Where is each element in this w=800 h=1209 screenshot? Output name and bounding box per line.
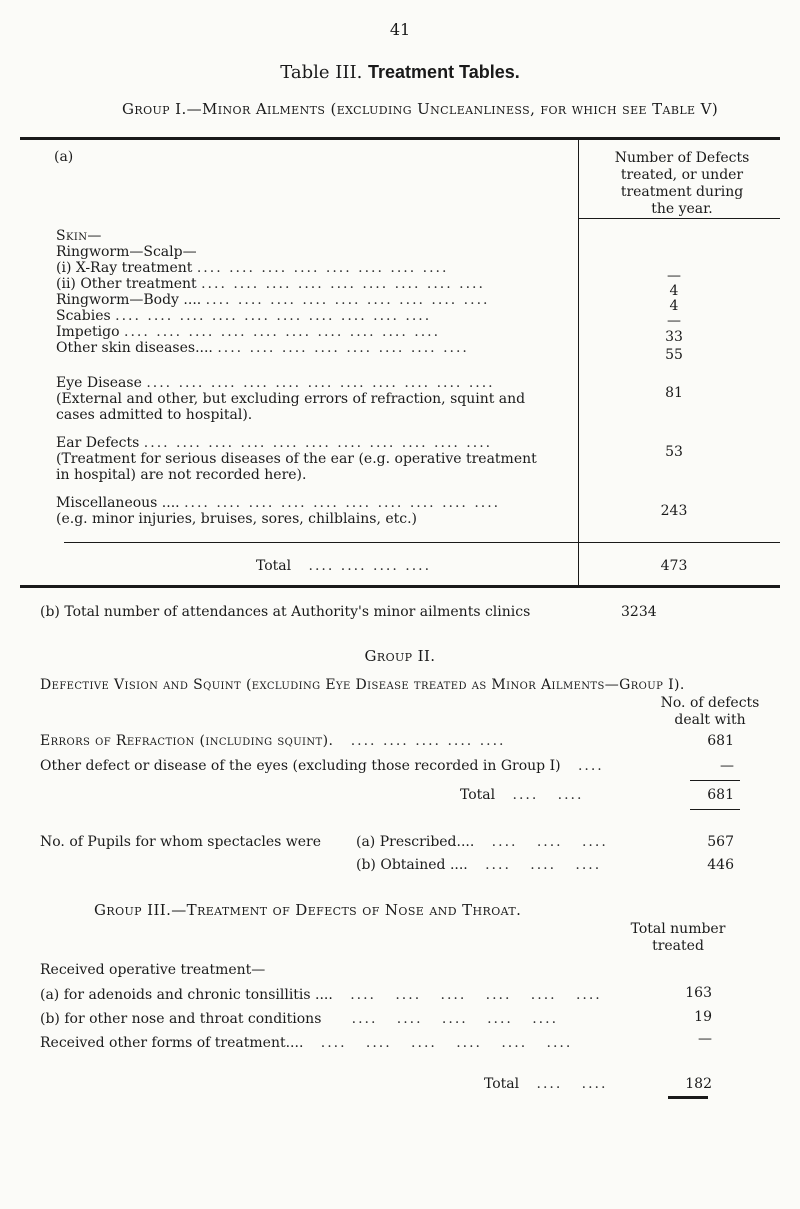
- part-b-label: (b) Total number of attendances at Authority's minor ailments clinics: [40, 604, 531, 620]
- row-label: (i) X-Ray treatment: [56, 260, 193, 276]
- table-row: Ringworm—Body .... .... .... .... .... .... .... .... .... ....: [56, 292, 490, 308]
- part-a-label: (a): [54, 149, 74, 165]
- other-forms-row: Received other forms of treatment.... .... .... .... .... .... ....: [40, 1035, 573, 1051]
- row-label: Ringworm—Body ....: [56, 292, 202, 308]
- other-forms-label: Received other forms of treatment....: [40, 1035, 304, 1051]
- group2-total-row: Total .... ....: [460, 787, 584, 803]
- other-nose-row: (b) for other nose and throat conditions .... .... .... .... ....: [40, 1011, 559, 1027]
- table-bottom-rule: [20, 585, 780, 588]
- group3-total-label: Total: [484, 1076, 520, 1092]
- spectacles-label: No. of Pupils for whom spectacles were: [40, 834, 322, 850]
- row-label: Other skin diseases....: [56, 340, 213, 356]
- obtained-value: 446: [707, 857, 734, 873]
- group3-total-value: 182: [685, 1076, 712, 1092]
- table-row: Impetigo .... .... .... .... .... .... .... .... .... ....: [56, 324, 441, 340]
- miscellaneous-row: Miscellaneous .... .... .... .... .... .... .... .... .... .... ....: [56, 495, 501, 511]
- adenoids-label: (a) for adenoids and chronic tonsillitis ....: [40, 987, 333, 1003]
- eye-disease-value: 81: [665, 385, 683, 401]
- other-forms-value: —: [698, 1031, 712, 1047]
- table-top-rule: [20, 137, 780, 140]
- miscellaneous-value: 243: [660, 503, 688, 519]
- table-row: Other skin diseases.... .... .... .... .... .... .... .... ....: [56, 340, 469, 356]
- table-row: (ii) Other treatment .... .... .... .... .... .... .... .... ....: [56, 276, 485, 292]
- miscellaneous-note: (e.g. minor injuries, bruises, sores, chilblains, etc.): [56, 511, 418, 527]
- row-value: —: [667, 268, 681, 284]
- ear-defects-label: Ear Defects: [56, 435, 140, 451]
- prescribed-value: 567: [707, 834, 734, 850]
- total-label: Total: [256, 558, 292, 574]
- ear-defects-note-2: in hospital) are not recorded here).: [56, 467, 307, 483]
- eye-disease-label: Eye Disease: [56, 375, 142, 391]
- skin-heading: Skin—: [56, 228, 102, 244]
- row-value: 4: [669, 283, 679, 299]
- group2-total-value: 681: [707, 787, 734, 803]
- header-rule: [578, 218, 780, 219]
- table-row: (i) X-Ray treatment .... .... .... .... .... .... .... ....: [56, 260, 449, 276]
- ringworm-scalp-heading: Ringworm—Scalp—: [56, 244, 197, 260]
- page-number: 41: [389, 20, 411, 39]
- other-eye-defect-value: —: [720, 758, 734, 774]
- other-nose-value: 19: [694, 1009, 712, 1025]
- other-nose-label: (b) for other nose and throat conditions: [40, 1011, 322, 1027]
- group2-total-label: Total: [460, 787, 496, 803]
- group2-total-top-rule: [690, 780, 740, 781]
- row-value: —: [667, 313, 681, 329]
- column-header: [584, 150, 780, 218]
- group2-subheading: [40, 677, 685, 693]
- total-row: Total .... .... .... ....: [256, 558, 432, 574]
- ear-defects-value: 53: [665, 444, 683, 460]
- errors-of-refraction-value: 681: [707, 733, 734, 749]
- group2-total-bottom-rule: [690, 809, 740, 810]
- ear-defects-note-1: (Treatment for serious diseases of the ear (e.g. operative treatment: [56, 451, 537, 467]
- group3-heading: Group III.—Treatment of Defects of Nose and Throat.: [94, 901, 522, 919]
- eye-disease-row: Eye Disease .... .... .... .... .... .... .... .... .... .... ....: [56, 375, 495, 391]
- group3-total-row: Total .... ....: [484, 1076, 608, 1092]
- column-header-line-3: treatment during: [620, 184, 744, 200]
- ear-defects-row: Ear Defects .... .... .... .... .... .... .... .... .... .... ....: [56, 435, 493, 451]
- table-title-main: Treatment Tables.: [368, 62, 520, 82]
- group3-total-underline: [668, 1096, 708, 1099]
- group2-subheading-text: Defective Vision and Squint (excluding Eye Disease treated as Minor Ailments—Group I).: [40, 677, 685, 693]
- column-header-line-2: treated, or under: [620, 167, 744, 183]
- group2-column-header-line-2: dealt with: [674, 712, 746, 728]
- table-title: [0, 62, 800, 83]
- column-divider: [578, 140, 579, 585]
- prescribed-row: (a) Prescribed.... .... .... ....: [356, 834, 608, 850]
- total-value: 473: [660, 558, 688, 574]
- row-value: 55: [665, 347, 683, 363]
- received-operative-label: Received operative treatment—: [40, 962, 266, 978]
- other-eye-defect-row: Other defect or disease of the eyes (excluding those recorded in Group I) ....: [40, 758, 604, 774]
- other-eye-defect-label: Other defect or disease of the eyes (excluding those recorded in Group I): [40, 758, 561, 774]
- part-b-value: 3234: [621, 604, 657, 620]
- miscellaneous-label: Miscellaneous ....: [56, 495, 180, 511]
- errors-of-refraction-label: Errors of Refraction (including squint).: [40, 733, 334, 749]
- row-value: 33: [665, 329, 683, 345]
- row-label: (ii) Other treatment: [56, 276, 197, 292]
- group3-column-header-line-1: Total number: [630, 921, 726, 937]
- errors-of-refraction-row: Errors of Refraction (including squint). .... .... .... .... ....: [40, 733, 506, 749]
- group3-column-header-line-2: treated: [652, 938, 704, 954]
- total-top-rule: [64, 542, 780, 543]
- adenoids-value: 163: [685, 985, 712, 1001]
- group2-heading: Group II.: [364, 647, 436, 665]
- group2-column-header-line-1: No. of defects: [660, 695, 760, 711]
- obtained-row: (b) Obtained .... .... .... ....: [356, 857, 602, 873]
- eye-disease-note-1: (External and other, but excluding errors of refraction, squint and: [56, 391, 526, 407]
- eye-disease-note-2: cases admitted to hospital).: [56, 407, 253, 423]
- prescribed-label: (a) Prescribed....: [356, 834, 475, 850]
- adenoids-row: (a) for adenoids and chronic tonsillitis .... .... .... .... .... .... ....: [40, 987, 602, 1003]
- obtained-label: (b) Obtained ....: [356, 857, 468, 873]
- column-header-line-4: the year.: [651, 201, 713, 217]
- row-value: 4: [669, 298, 679, 314]
- group3-column-header: [608, 921, 748, 955]
- table-title-prefix: Table III.: [280, 62, 363, 83]
- row-label: Impetigo: [56, 324, 120, 340]
- group1-heading: Group I.—Minor Ailments (excluding Uncleanliness, for which see Table V): [122, 100, 719, 118]
- row-label: Scabies: [56, 308, 111, 324]
- group2-column-header: [640, 695, 780, 729]
- column-header-line-1: Number of Defects: [614, 150, 750, 166]
- table-row: Scabies .... .... .... .... .... .... .... .... .... ....: [56, 308, 432, 324]
